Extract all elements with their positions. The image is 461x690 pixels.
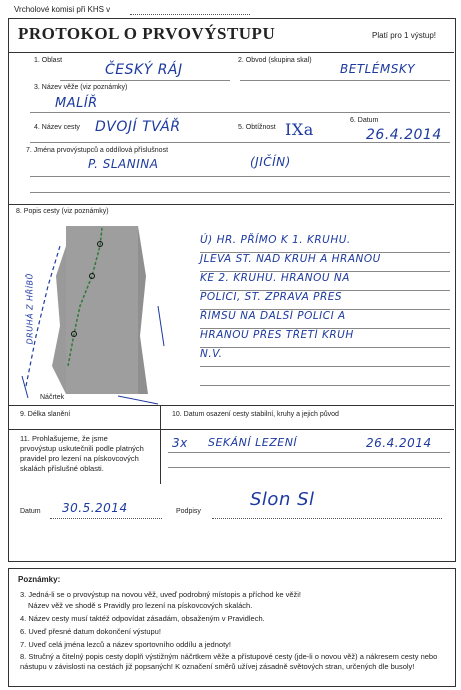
club-value: (JIČÍN) <box>250 155 291 169</box>
notes-item: 4. Název cesty musí taktéž odpovídat zásadám, obsaženým v Pravidlech. <box>20 614 265 623</box>
notes-item: 6. Uveď přesné datum dokončení výstupu! <box>20 627 161 636</box>
description-line: JLEVA ST. NAD KRUH A HRANOU <box>200 253 381 265</box>
committee-line: Vrcholové komisi při KHS v <box>14 5 111 14</box>
tower-label: 3. Název věže (viz poznámky) <box>34 84 128 91</box>
anchors-value-date: 26.4.2014 <box>366 436 432 450</box>
grade-value: IXa <box>285 120 314 139</box>
sketch-label: Náčrtek <box>40 394 65 401</box>
signature-value: Slon Sl <box>250 489 315 510</box>
anchors-label: 10. Datum osazení cesty stabilní, kruhy a jejich původ <box>172 411 339 418</box>
climbers-value: P. SLANINA <box>88 157 159 171</box>
notes-title: Poznámky: <box>18 575 61 584</box>
signatures-label: Podpisy <box>176 508 201 515</box>
tower-value: MALÍŘ <box>55 96 98 111</box>
notes-item: 3. Jedná-li se o prvovýstup na novou věž, uveď podrobný místopis a příchod ke věži! <box>20 590 302 599</box>
declaration-text: 11. Prohlašujeme, že jsme prvovýstup uskutečnili podle platných pravidel pro lezení na pískovcových skalách příslušné oblasti. <box>20 434 144 473</box>
sketch-side-text: DRUHÁ Z HŘÍBŮ <box>25 273 35 345</box>
signature-date-label: Datum <box>20 508 41 515</box>
validity-note: Platí pro 1 výstup! <box>372 31 437 40</box>
description-line: POLICI, ST. ZPRAVA PŘES <box>200 291 343 303</box>
notes-item: 7. Uveď celá jména lezců a název sportovního oddílu a jednoty! <box>20 640 231 649</box>
climbers-label: 7. Jména prvovýstupců a oddílová příslušnost <box>26 147 169 154</box>
rappel-label: 9. Délka slanění <box>20 411 71 418</box>
grade-label: 5. Obtížnost <box>238 124 276 131</box>
notes-item: 8. Stručný a čitelný popis cesty doplň výstižným náčrtkem věže a přístupové cesty (jde-li o novou věž) a nákresem cesty nebo nástupu v závislosti na cestách již popsaných! K označení směrů užívej zásadně světových stran, určených dle busoly! <box>20 652 438 671</box>
anchors-value-method: SEKÁNÍ LEZENÍ <box>208 436 298 449</box>
district-label: 2. Obvod (skupina skal) <box>238 57 312 64</box>
area-label: 1. Oblast <box>34 57 63 64</box>
route-value: DVOJÍ TVÁŘ <box>95 119 181 135</box>
date-label: 6. Datum <box>350 117 379 124</box>
route-sketch <box>8 216 196 406</box>
page-title: PROTOKOL O PRVOVÝSTUPU <box>18 24 276 43</box>
description-line: HRANOU PŘES TŘETÍ KRUH <box>200 329 354 341</box>
anchors-value-count: 3x <box>172 436 188 450</box>
district-value: BETLÉMSKY <box>340 62 416 76</box>
description-line: Ú) HR. PŘÍMO K 1. KRUHU. <box>200 234 351 246</box>
description-line: ŘÍMSU NA DALŠÍ POLICI A <box>200 310 346 322</box>
notes-item: Název věž ve shodě s Pravidly pro lezení na pískovcových skalách. <box>28 601 253 610</box>
route-label: 4. Název cesty <box>34 124 80 131</box>
description-line: N.V. <box>200 348 223 360</box>
date-value: 26.4.2014 <box>366 127 442 143</box>
signature-date-value: 30.5.2014 <box>62 501 128 515</box>
area-value: ČESKÝ RÁJ <box>105 62 183 78</box>
description-label: 8. Popis cesty (viz poznámky) <box>16 208 109 215</box>
description-line: KE 2. KRUHU. HRANOU NA <box>200 272 350 284</box>
